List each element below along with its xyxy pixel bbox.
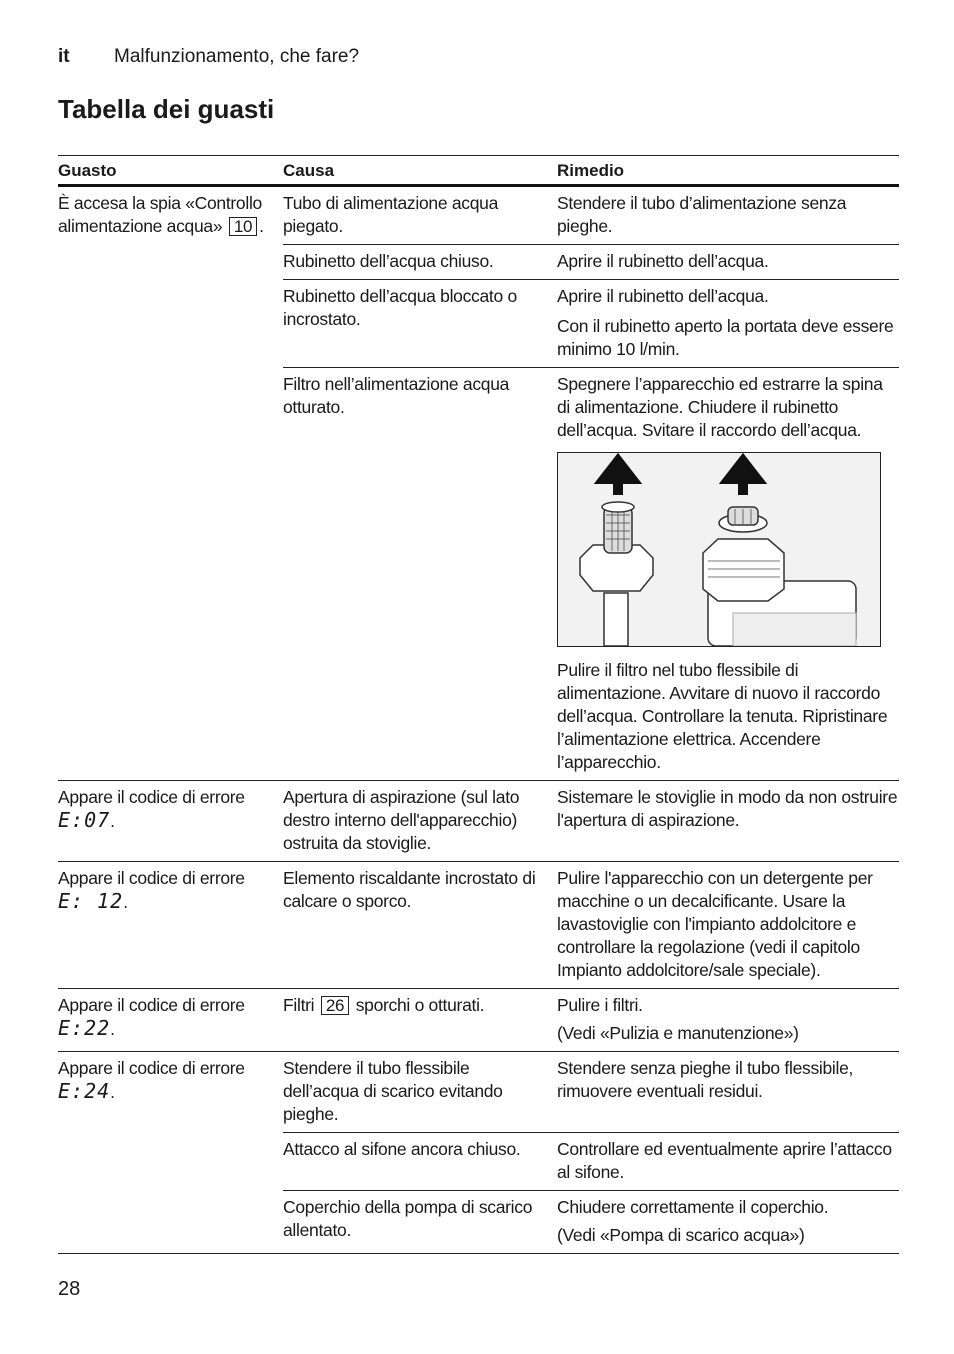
cause-cell: Tubo di alimentazione acqua piegato.: [283, 193, 499, 236]
error-code: E:24: [58, 1079, 111, 1103]
cause-cell: Stendere il tubo flessibile dell’acqua di scarico evitando pieghe.: [283, 1058, 503, 1124]
table-row: [283, 1052, 899, 1132]
cause-cell: Coperchio della pompa di scarico allentato.: [283, 1197, 533, 1240]
table-row: [283, 244, 899, 279]
cause-cell: Filtro nell’alimentazione acqua otturato.: [283, 374, 510, 417]
language-code: it: [58, 46, 70, 67]
remedy-cell: [557, 280, 899, 367]
fault-text: Appare il codice di errore: [58, 868, 245, 888]
column-header-remedy: Rimedio: [557, 161, 625, 180]
fault-cell: Appare il codice di errore E:07.: [58, 787, 245, 832]
cause-cell: Attacco al sifone ancora chiuso.: [283, 1139, 521, 1159]
fault-cell: Appare il codice di errore E: 12.: [58, 868, 245, 913]
remedy-cell: Controllare ed eventualmente aprire l’attacco al sifone.: [557, 1139, 892, 1182]
fault-cell: Appare il codice di errore E:24.: [58, 1058, 245, 1103]
error-code: E: 12: [58, 889, 124, 913]
table-row: [283, 367, 899, 780]
cause-cell: Rubinetto dell’acqua chiuso.: [283, 251, 494, 271]
cause-text: Filtri: [283, 995, 315, 1015]
fault-group: [58, 781, 899, 862]
page-header: [58, 46, 359, 68]
remedy-text: Pulire i filtri.: [557, 995, 643, 1015]
fault-group: [58, 989, 899, 1052]
filter-illustration: [557, 452, 881, 647]
fault-text: È accesa la spia «Controllo alimentazione acqua»: [58, 193, 262, 236]
fault-cell: Appare il codice di errore E:22.: [58, 995, 245, 1040]
fault-group: [58, 1052, 899, 1254]
remedy-text: Aprire il rubinetto dell’acqua.: [557, 286, 769, 306]
table-row: [283, 279, 899, 367]
remedy-text: Chiudere correttamente il coperchio.: [557, 1197, 829, 1217]
fault-text: Appare il codice di errore: [58, 995, 245, 1015]
remedy-note: Con il rubinetto aperto la portata deve essere minimo 10 l/min.: [557, 316, 894, 359]
cause-cell: Apertura di aspirazione (sul lato destro interno dell'apparecchio) ostruita da stoviglie.: [283, 787, 520, 853]
table-row: [283, 781, 899, 861]
cause-cell: Elemento riscaldante incrostato di calcare o sporco.: [283, 868, 536, 911]
indicator-ref: 10: [229, 217, 257, 236]
error-code: E:22: [58, 1016, 111, 1040]
remedy-text: Spegnere l’apparecchio ed estrarre la spina di alimentazione. Chiudere il rubinetto dell’acqua. Svitare il raccordo dell’acqua.: [557, 374, 883, 440]
column-header-fault: Guasto: [58, 161, 117, 180]
table-row: [283, 989, 899, 1051]
remedy-note: (Vedi «Pulizia e manutenzione»): [557, 1023, 799, 1043]
filter-ref: 26: [321, 996, 349, 1015]
remedy-cell: [557, 1191, 899, 1253]
fault-group: [58, 187, 899, 781]
fault-text: Appare il codice di errore: [58, 787, 245, 807]
remedy-text: Pulire il filtro nel tubo flessibile di alimentazione. Avvitare di nuovo il raccordo dell’acqua. Controllare la tenuta. Ripristinare l’alimentazione elettrica. Accendere l’apparecchio.: [557, 660, 888, 772]
remedy-cell: [557, 989, 899, 1051]
section-title: Malfunzionamento, che fare?: [114, 46, 360, 67]
column-header-cause: Causa: [283, 161, 335, 180]
table-row: [283, 1190, 899, 1253]
page-number: 28: [58, 1278, 81, 1300]
remedy-cell: [557, 368, 899, 780]
table-row: [283, 187, 899, 244]
error-code: E:07: [58, 808, 111, 832]
cause-text: sporchi o otturati.: [355, 995, 485, 1015]
fault-text: Appare il codice di errore: [58, 1058, 245, 1078]
table-row: [283, 1132, 899, 1190]
remedy-cell: Stendere il tubo d’alimentazione senza pieghe.: [557, 193, 847, 236]
fault-table: [58, 155, 899, 1254]
table-row: [283, 862, 899, 988]
fault-cell: È accesa la spia «Controllo alimentazione acqua» 10 .: [58, 193, 264, 236]
remedy-cell: Stendere senza pieghe il tubo flessibile, rimuovere eventuali residui.: [557, 1058, 854, 1101]
remedy-cell: Sistemare le stoviglie in modo da non ostruire l'apertura di aspirazione.: [557, 787, 898, 830]
cause-cell: [283, 989, 557, 1051]
remedy-cell: Aprire il rubinetto dell’acqua.: [557, 251, 769, 271]
remedy-note: (Vedi «Pompa di scarico acqua»): [557, 1225, 805, 1245]
fault-group: [58, 862, 899, 989]
table-header: [58, 156, 899, 187]
remedy-cell: Pulire l'apparecchio con un detergente per macchine o un decalcificante. Usare la lavastoviglie con l'impianto addolcitore e controllare la regolazione (vedi il capitolo Impianto addolcitore/sale speciale).: [557, 868, 873, 980]
page-title: Tabella dei guasti: [58, 94, 275, 124]
cause-cell: Rubinetto dell’acqua bloccato o incrostato.: [283, 286, 517, 329]
